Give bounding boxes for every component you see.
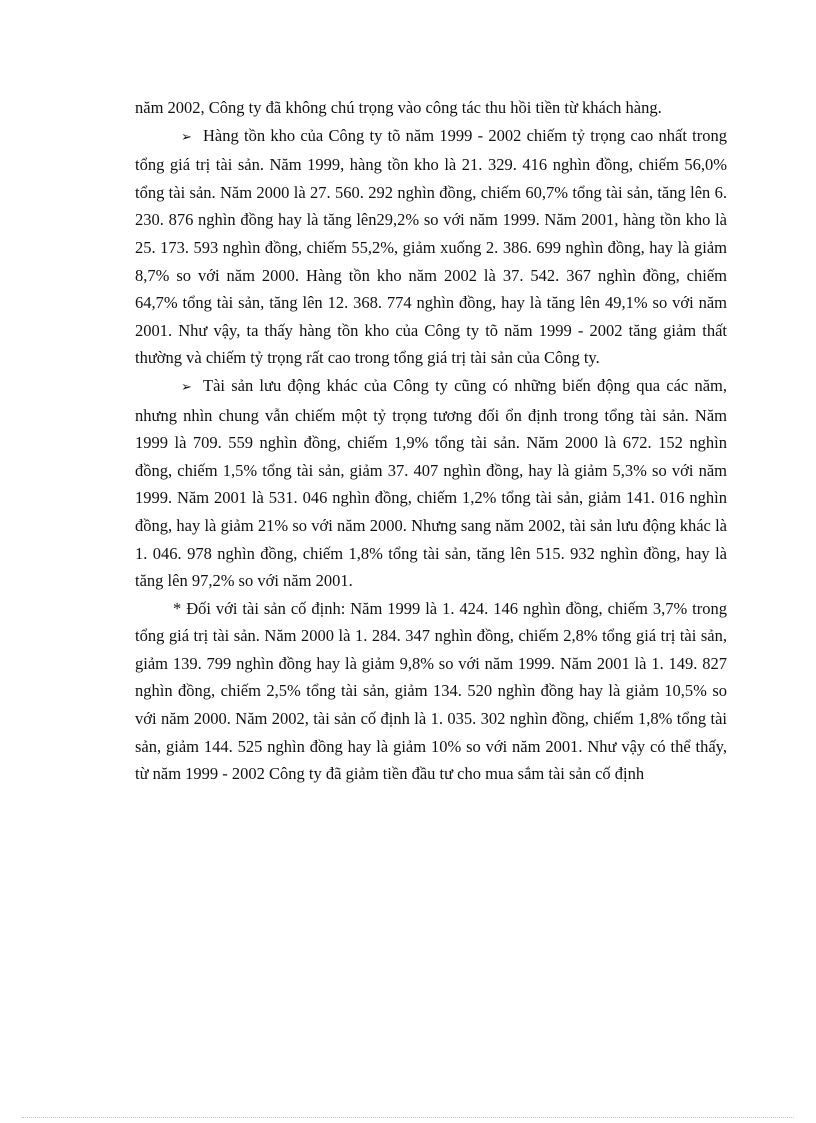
paragraph-inventory-text: Hàng tồn kho của Công ty tõ năm 1999 - 2002 chiếm tỷ trọng cao nhất trong tổng giá trị tài sản. Năm 1999, hàng tồn kho là 21. 329. 416 nghìn đồng, chiếm 56,0% tổng tài sản. Năm 2000 là 27. 560. 292 nghìn đồng, chiếm 60,7% tổng tài sản, tăng lên 6. 230. 876 nghìn đồng hay là tăng lên29,2% so với năm 1999. Năm 2001, hàng tồn kho là 25. 173. 593 nghìn đồng, chiếm 55,2%, giảm xuống 2. 386. 699 nghìn đồng, hay là giảm 8,7% so với năm 2000. Hàng tồn kho năm 2002 là 37. 542. 367 nghìn đồng, chiếm 64,7% tổng tài sản, tăng lên 12. 368. 774 nghìn đồng, hay là tăng lên 49,1% so với năm 2001. Như vậy, ta thấy hàng tồn kho của Công ty tõ năm 1999 - 2002 tăng giảm thất thường và chiếm tỷ trọng rất cao trong tổng giá trị tài sản của Công ty. [135, 125, 727, 368]
arrow-bullet-icon: ➢ [181, 379, 192, 395]
arrow-bullet-icon: ➢ [181, 129, 192, 145]
page-bottom-divider [22, 1117, 794, 1118]
paragraph-other-current-assets-text: Tài sản lưu động khác của Công ty cũng có những biến động qua các năm, nhưng nhìn chung vẫn chiếm một tỷ trọng tương đối ổn định trong tổng tài sản. Năm 1999 là 709. 559 nghìn đồng, chiếm 1,9% tổng tài sản. Năm 2000 là 672. 152 nghìn đồng, chiếm 1,5% tổng tài sản, giảm 37. 407 nghìn đồng, hay là giảm 5,3% so với năm 1999. Năm 2001 là 531. 046 nghìn đồng, chiếm 1,2% tổng tài sản, giảm 141. 016 nghìn đồng, hay là giảm 21% so với năm 2000. Nhưng sang năm 2002, tài sản lưu động khác là 1. 046. 978 nghìn đồng, chiếm 1,8% tổng tài sản, tăng lên 515. 932 nghìn đồng, hay là tăng lên 97,2% so với năm 2001. [135, 375, 727, 591]
paragraph-fixed-assets: * Đối với tài sản cố định: Năm 1999 là 1. 424. 146 nghìn đồng, chiếm 3,7% trong tổng giá trị tài sản. Năm 2000 là 1. 284. 347 nghìn đồng, chiếm 2,8% tổng giá trị tài sản, giảm 139. 799 nghìn đồng hay là giảm 9,8% so với năm 1999. Năm 2001 là 1. 149. 827 nghìn đồng, chiếm 2,5% tổng tài sản, giảm 134. 520 nghìn đồng hay là giảm 10,5% so với năm 2000. Năm 2002, tài sản cố định là 1. 035. 302 nghìn đồng, chiếm 1,8% tổng tài sản, giảm 144. 525 nghìn đồng hay là giảm 10% so với năm 2001. Như vậy có thể thấy, từ năm 1999 - 2002 Công ty đã giảm tiền đầu tư cho mua sắm tài sản cố định [135, 598, 727, 784]
document-page [135, 94, 727, 788]
paragraph-other-current-assets [135, 372, 727, 595]
paragraph-receivables-continuation: năm 2002, Công ty đã không chú trọng vào công tác thu hồi tiền từ khách hàng. [135, 98, 662, 117]
paragraph-inventory [135, 122, 727, 372]
